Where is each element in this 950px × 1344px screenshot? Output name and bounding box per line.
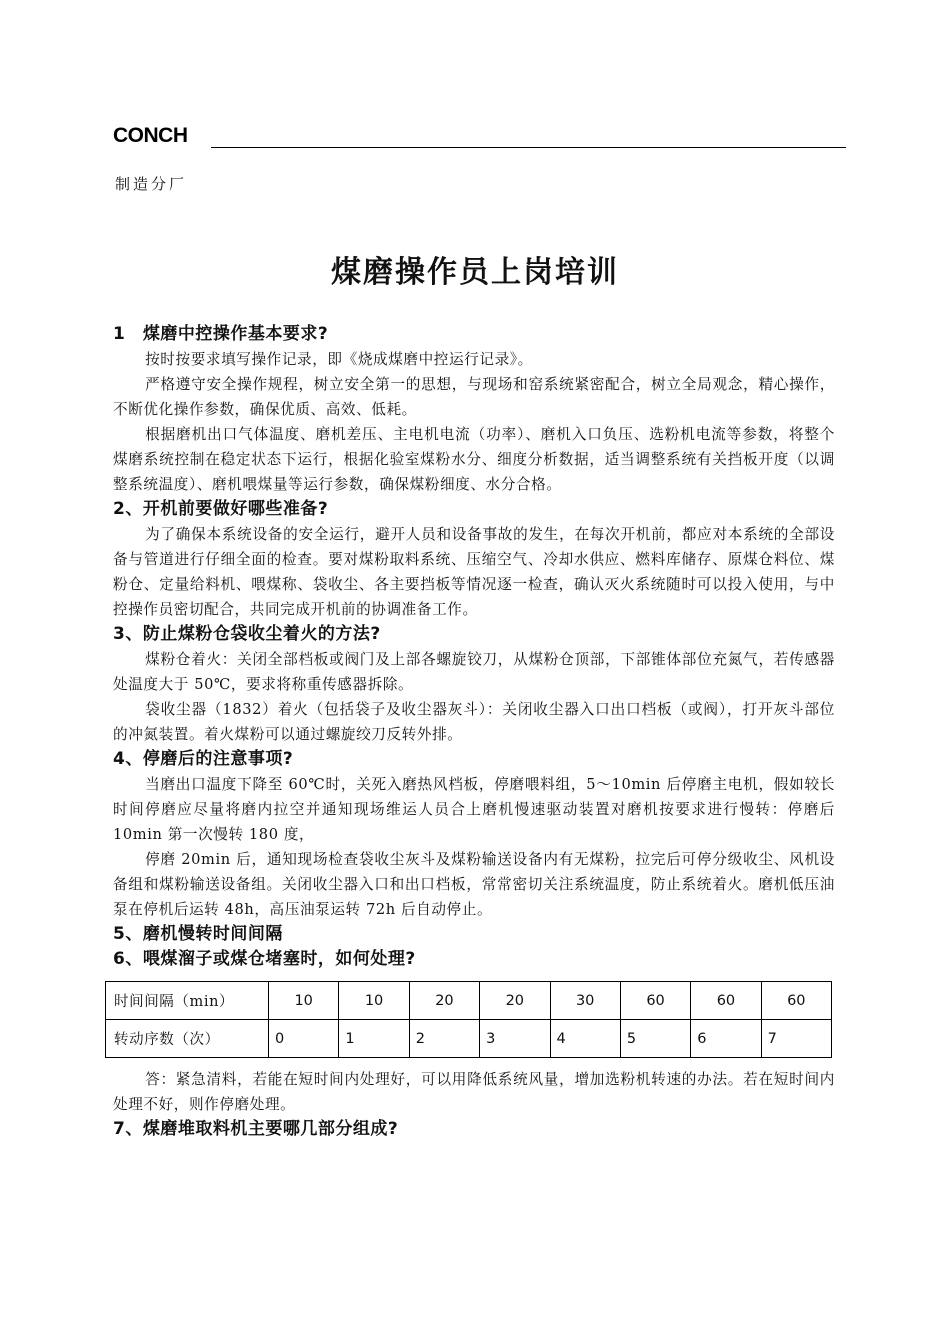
table-cell: 7 — [761, 1020, 831, 1058]
header-rule — [211, 147, 846, 148]
page-header — [113, 124, 846, 150]
section-2-heading: 2、开机前要做好哪些准备? — [113, 499, 329, 519]
table-row — [106, 1020, 832, 1058]
section-4-paragraph-1: 当磨出口温度下降至 60℃时，关死入磨热风档板，停磨喂料组，5～10min 后停磨主电机，假如较长时间停磨应尽量将磨内拉空并通知现场维运人员合上磨机慢速驱动装置对磨机按要求进行慢转：停磨后 10min 第一次慢转 180 度， — [113, 776, 835, 843]
section-1-paragraph-2: 严格遵守安全操作规程，树立安全第一的思想，与现场和窑系统紧密配合，树立全局观念，精心操作，不断优化操作参数，确保优质、高效、低耗。 — [113, 376, 835, 418]
section-6-answer: 答：紧急清料，若能在短时间内处理好，可以用降低系统风量，增加选粉机转速的办法。若在短时间内处理不好，则作停磨处理。 — [113, 1071, 835, 1113]
document-title: 煤磨操作员上岗培训 — [331, 255, 619, 290]
table-cell: 6 — [691, 1020, 761, 1058]
section-6-heading: 6、喂煤溜子或煤仓堵塞时，如何处理? — [113, 949, 416, 969]
section-3-paragraph-2: 袋收尘器（1832）着火（包括袋子及收尘器灰斗）：关闭收尘器入口出口档板（或阀），打开灰斗部位的冲氮装置。着火煤粉可以通过螺旋绞刀反转外排。 — [113, 701, 835, 743]
table-cell: 0 — [269, 1020, 339, 1058]
section-5-heading: 5、磨机慢转时间间隔 — [113, 924, 283, 944]
table-cell: 1 — [339, 1020, 409, 1058]
table-cell: 60 — [620, 982, 690, 1020]
section-1-paragraph-1: 按时按要求填写操作记录，即《烧成煤磨中控运行记录》。 — [145, 351, 533, 368]
table-cell: 5 — [620, 1020, 690, 1058]
table-cell: 10 — [269, 982, 339, 1020]
table-cell: 4 — [550, 1020, 620, 1058]
section-3-paragraph-1: 煤粉仓着火：关闭全部档板或阀门及上部各螺旋铰刀，从煤粉仓顶部，下部锥体部位充氮气，若传感器处温度大于 50℃，要求将称重传感器拆除。 — [113, 651, 835, 693]
table-cell: 3 — [480, 1020, 550, 1058]
table-cell: 20 — [409, 982, 479, 1020]
section-2-paragraph-1: 为了确保本系统设备的安全运行，避开人员和设备事故的发生，在每次开机前，都应对本系统的全部设备与管道进行仔细全面的检查。要对煤粉取料系统、压缩空气、冷却水供应、燃料库储存、原煤仓料位、煤粉仓、定量给料机、喂煤称、袋收尘、各主要挡板等情况逐一检查，确认灭火系统随时可以投入使用，与中控操作员密切配合，共同完成开机前的协调准备工作。 — [113, 526, 835, 618]
section-4-paragraph-2: 停磨 20min 后，通知现场检查袋收尘灰斗及煤粉输送设备内有无煤粉，拉完后可停分级收尘、风机设备组和煤粉输送设备组。关闭收尘器入口和出口档板，常常密切关注系统温度，防止系统着火。磨机低压油泵在停机后运转 48h，高压油泵运转 72h 后自动停止。 — [113, 851, 835, 918]
section-1-paragraph-3: 根据磨机出口气体温度、磨机差压、主电机电流（功率）、磨机入口负压、选粉机电流等参数，将整个煤磨系统控制在稳定状态下运行，根据化验室煤粉水分、细度分析数据，适当调整系统有关挡板开度（以调整系统温度）、磨机喂煤量等运行参数，确保煤粉细度、水分合格。 — [113, 426, 835, 493]
table-row — [106, 982, 832, 1020]
section-4-heading: 4、停磨后的注意事项? — [113, 749, 294, 769]
section-3-heading: 3、防止煤粉仓袋收尘着火的方法? — [113, 624, 381, 644]
table-row-label: 时间间隔（min） — [106, 982, 269, 1020]
table-cell: 2 — [409, 1020, 479, 1058]
table-cell: 30 — [550, 982, 620, 1020]
table-cell: 20 — [480, 982, 550, 1020]
table-cell: 60 — [691, 982, 761, 1020]
section-1-heading: 1 煤磨中控操作基本要求? — [113, 324, 329, 344]
document-body — [113, 322, 835, 1142]
section-7-heading: 7、煤磨堆取料机主要哪几部分组成? — [113, 1119, 399, 1139]
conch-logo: CONCH — [113, 124, 188, 147]
table-row-label: 转动序数（次） — [106, 1020, 269, 1058]
table-cell: 10 — [339, 982, 409, 1020]
department-label: 制造分厂 — [115, 175, 188, 193]
slow-turn-interval-table — [105, 981, 832, 1058]
table-cell: 60 — [761, 982, 831, 1020]
